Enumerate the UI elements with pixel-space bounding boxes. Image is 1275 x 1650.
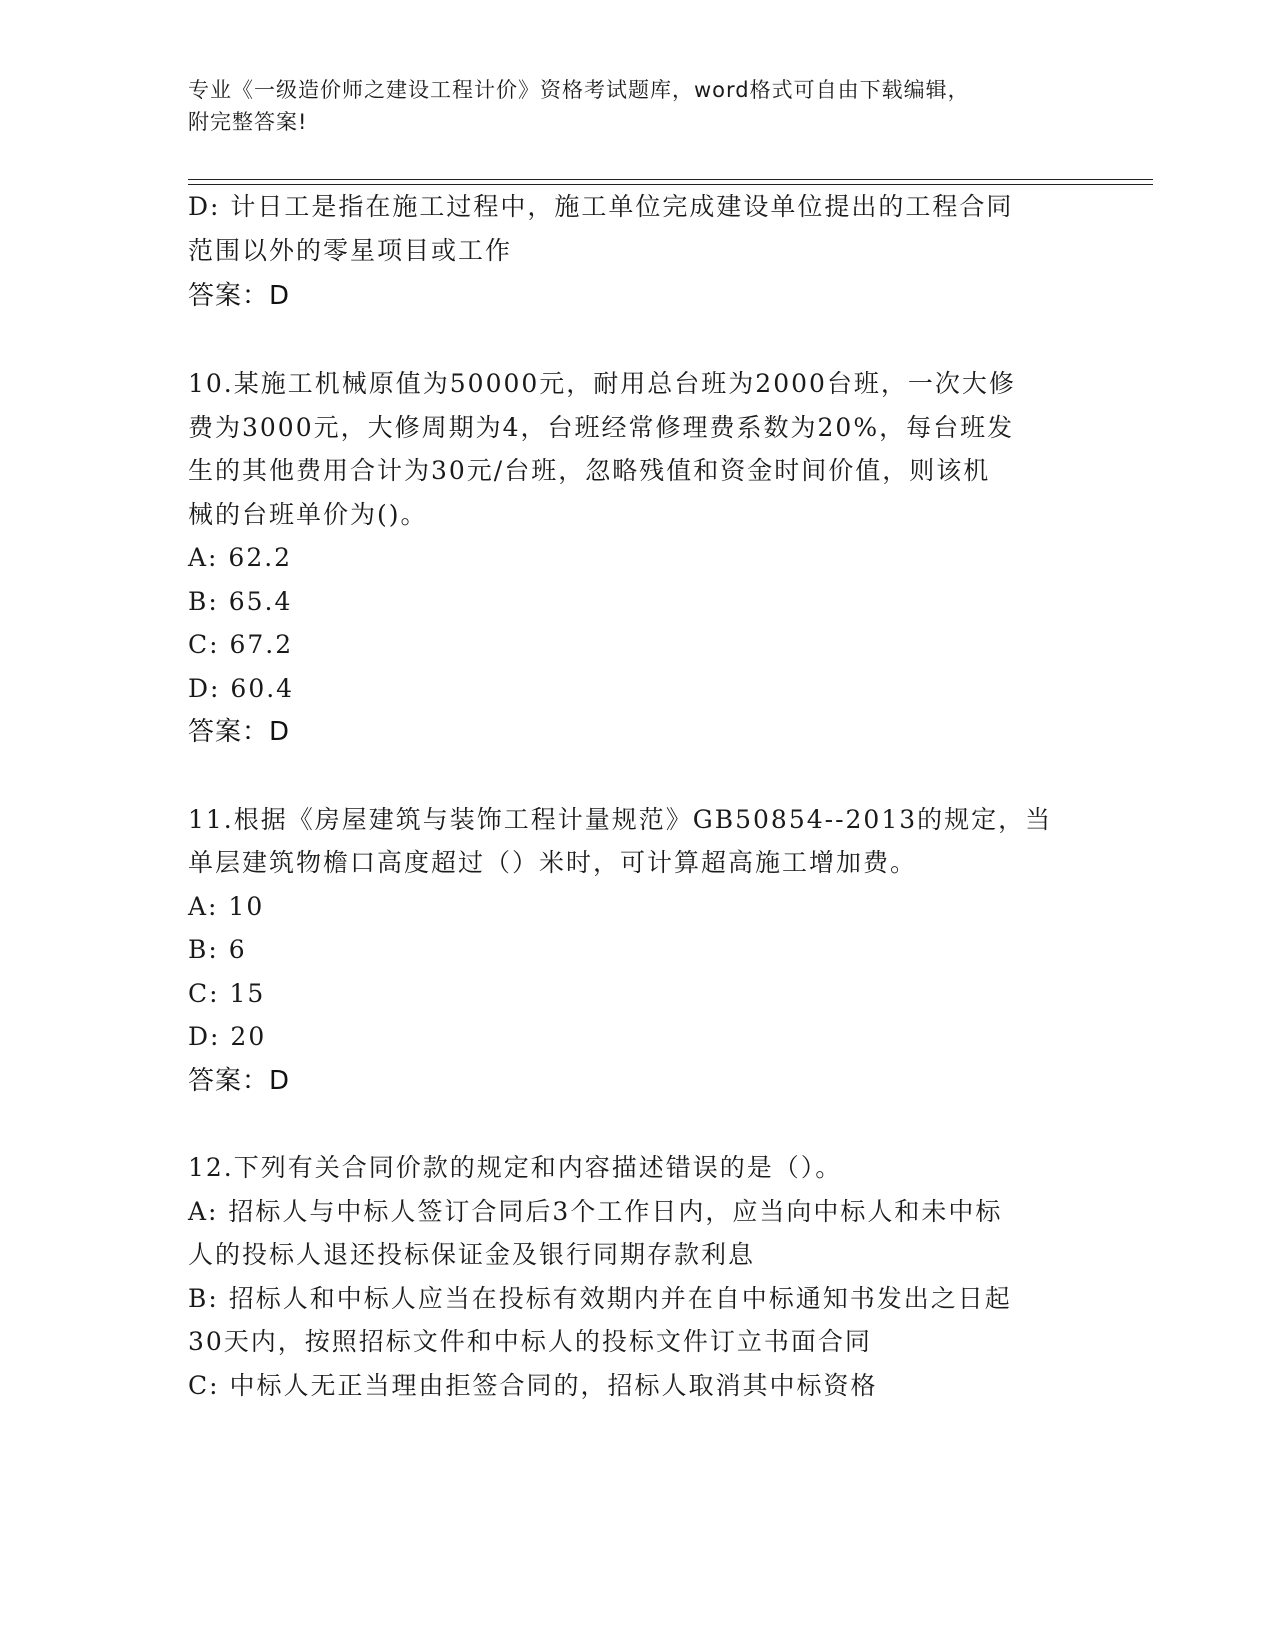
- q12-option-c: C: 中标人无正当理由拒签合同的，招标人取消其中标资格: [188, 1371, 878, 1400]
- header-divider-top: [188, 179, 1153, 180]
- q10-stem-line-1: 10.某施工机械原值为50000元，耐用总台班为2000台班，一次大修: [188, 369, 1016, 398]
- q11-option-b: B: 6: [188, 935, 247, 964]
- q12-stem-line-1: 12.下列有关合同价款的规定和内容描述错误的是（）。: [188, 1153, 843, 1182]
- q10-option-b: B: 65.4: [188, 587, 293, 616]
- q10-option-a: A: 62.2: [188, 543, 293, 572]
- q9-answer: 答案：D: [188, 281, 291, 311]
- q12-option-b-line-1: B: 招标人和中标人应当在投标有效期内并在自中标通知书发出之日起: [188, 1284, 1012, 1313]
- q10-option-c: C: 67.2: [188, 630, 294, 659]
- header-line-2: 附完整答案!: [188, 110, 308, 134]
- header-divider-bottom: [188, 184, 1153, 185]
- q11-stem-line-2: 单层建筑物檐口高度超过（）米时，可计算超高施工增加费。: [188, 848, 918, 877]
- q11-stem-line-1: 11.根据《房屋建筑与装饰工程计量规范》GB50854--2013的规定，当: [188, 805, 1053, 834]
- q10-option-d: D: 60.4: [188, 674, 295, 703]
- q11-option-c: C: 15: [188, 979, 266, 1008]
- q10-stem-line-3: 生的其他费用合计为30元/台班，忽略残值和资金时间价值，则该机: [188, 456, 991, 485]
- document-header: [188, 74, 1068, 138]
- q12-option-b-line-2: 30天内，按照招标文件和中标人的投标文件订立书面合同: [188, 1327, 872, 1356]
- q10-stem-line-2: 费为3000元，大修周期为4，台班经常修理费系数为20%，每台班发: [188, 413, 1015, 442]
- q11-option-d: D: 20: [188, 1022, 267, 1051]
- header-line-1: 专业《一级造价师之建设工程计价》资格考试题库，word格式可自由下载编辑，: [188, 78, 970, 102]
- q11-answer: 答案：D: [188, 1066, 291, 1096]
- q9-option-d-line-1: D: 计日工是指在施工过程中，施工单位完成建设单位提出的工程合同: [188, 192, 1014, 221]
- q12-option-a-line-2: 人的投标人退还投标保证金及银行同期存款利息: [188, 1240, 756, 1269]
- q9-option-d-line-2: 范围以外的零星项目或工作: [188, 236, 513, 265]
- q10-answer: 答案：D: [188, 717, 291, 747]
- q10-stem-line-4: 械的台班单价为()。: [188, 500, 428, 529]
- q12-option-a-line-1: A: 招标人与中标人签订合同后3个工作日内，应当向中标人和未中标: [188, 1197, 1003, 1226]
- q11-option-a: A: 10: [188, 892, 265, 921]
